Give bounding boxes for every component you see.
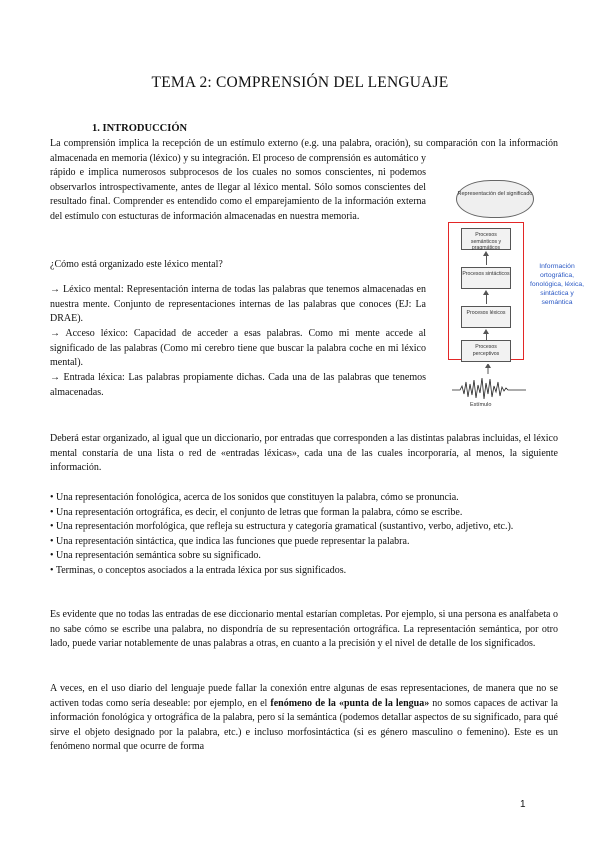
representation-list	[50, 491, 558, 578]
stimulus-wave-icon	[450, 364, 530, 402]
arrow-up-icon	[483, 329, 489, 334]
final-paragraph: A veces, en el uso diario del lenguaje puede fallar la conexión entre algunas de esas representaciones, de manera que no se activen todas como sería deseable: por ejemplo, en el fenómeno de la «punta de la lengua» no somos capaces de activar la información fonológica y ortográfica de la palabra, pero sí la semántica (podemos detallar aspectos de su significado, para qué sirve el objeto designado por la palabra, etc.) e incluso morfosintáctica (si es género masculino o femenino). Este es un fenómeno normal que ocurre de forma	[50, 683, 558, 752]
list-item: • Una representación semántica sobre su significado.	[50, 550, 261, 561]
organization-paragraph: Deberá estar organizado, al igual que un diccionario, por entradas que corresponden a las distintas palabras incluidas, el léxico mental constaría de una lista o red de «entradas léxicas», cada una de las cuales incorporaría, al menos, la siguiente información.	[50, 433, 558, 473]
process-box: Procesos léxicos	[461, 306, 511, 328]
arrow-up-icon	[483, 290, 489, 295]
arrow-line	[486, 295, 487, 304]
list-item: • Una representación ortográfica, es decir, el conjunto de letras que forman la palabra, cómo se escribe.	[50, 506, 463, 518]
section-heading: 1. INTRODUCCIÓN	[92, 123, 188, 134]
list-item: • Una representación morfológica, que refleja su estructura y categoría gramatical (sustantivo, verbo, adjetivo, etc.).	[50, 521, 514, 532]
definition-lexico-mental: → Léxico mental: Representación interna de todas las palabras que tenemos almacenadas en nuestra mente. Conjunto de representaciones internas de las palabras que conoces (EJ: La DRAE).	[50, 284, 426, 324]
side-label: Información ortográfica, fonológica, léxica, sintáctica y semántica	[529, 263, 585, 306]
bold-term: fenómeno de la «punta de la lengua»	[270, 697, 430, 709]
definition-acceso-lexico: → Acceso léxico: Capacidad de acceder a esas palabras. Como mi mente accede al significado de las palabras (Como mi cerebro tiene que buscar la palabra coche en mi léxico mental).	[50, 328, 426, 368]
process-box: Procesos semánticos y pragmáticos	[461, 228, 511, 250]
meaning-cloud: Representación del significado	[456, 180, 534, 218]
list-item: • Terminas, o conceptos asociados a la entrada léxica por sus significados.	[50, 564, 347, 576]
list-item: • Una representación fonológica, acerca de los sonidos que constituyen la palabra, cómo se pronuncia.	[50, 492, 459, 503]
comprehension-diagram	[436, 178, 596, 413]
list-item: • Una representación sintáctica, que indica las funciones que puede representar la palabra.	[50, 535, 410, 547]
arrow-up-icon	[483, 251, 489, 256]
process-box: Procesos sintácticos	[461, 267, 511, 289]
question-text: ¿Cómo está organizado este léxico mental?	[50, 259, 223, 270]
stimulus-label: Estímulo	[470, 402, 492, 408]
process-box: Procesos perceptivos	[461, 340, 511, 362]
page-title: TEMA 2: COMPRENSIÓN DEL LENGUAJE	[151, 74, 449, 91]
definition-entrada-lexica: → Entrada léxica: Las palabras propiamente dichas. Cada una de las palabras que tenemos almacenadas.	[50, 372, 426, 398]
arrow-line	[486, 256, 487, 265]
page-number: 1	[520, 799, 526, 810]
intro-paragraph: La comprensión implica la recepción de un estímulo externo (e.g. una palabra, oración), su comparación con la información almacenada en memoria (léxico) y su integración. El proceso de comprensión es automático y	[50, 138, 558, 164]
intro-paragraph-continued: rápido e implica numerosos subprocesos de los cuales no somos conscientes, ni podemos observarlos introspectivamente, antes de llegar al léxico mental. Sólo somos conscientes del resultado final. Comprender es entendido como el emparejamiento de la información externa del estímulo con estucturas de información almacenadas en nuestra memoria.	[50, 167, 426, 222]
evident-paragraph: Es evidente que no todas las entradas de ese diccionario mental estarían completas. Por ejemplo, si una persona es analfabeta o no sabe cómo se escribe una palabra, no dispondría de su representación ortográfica. La representación semántica, por otro lado, puede variar notablemente de unas palabras a otras, en cuanto a la precisión y el nivel de detalle de los significados.	[50, 609, 558, 649]
